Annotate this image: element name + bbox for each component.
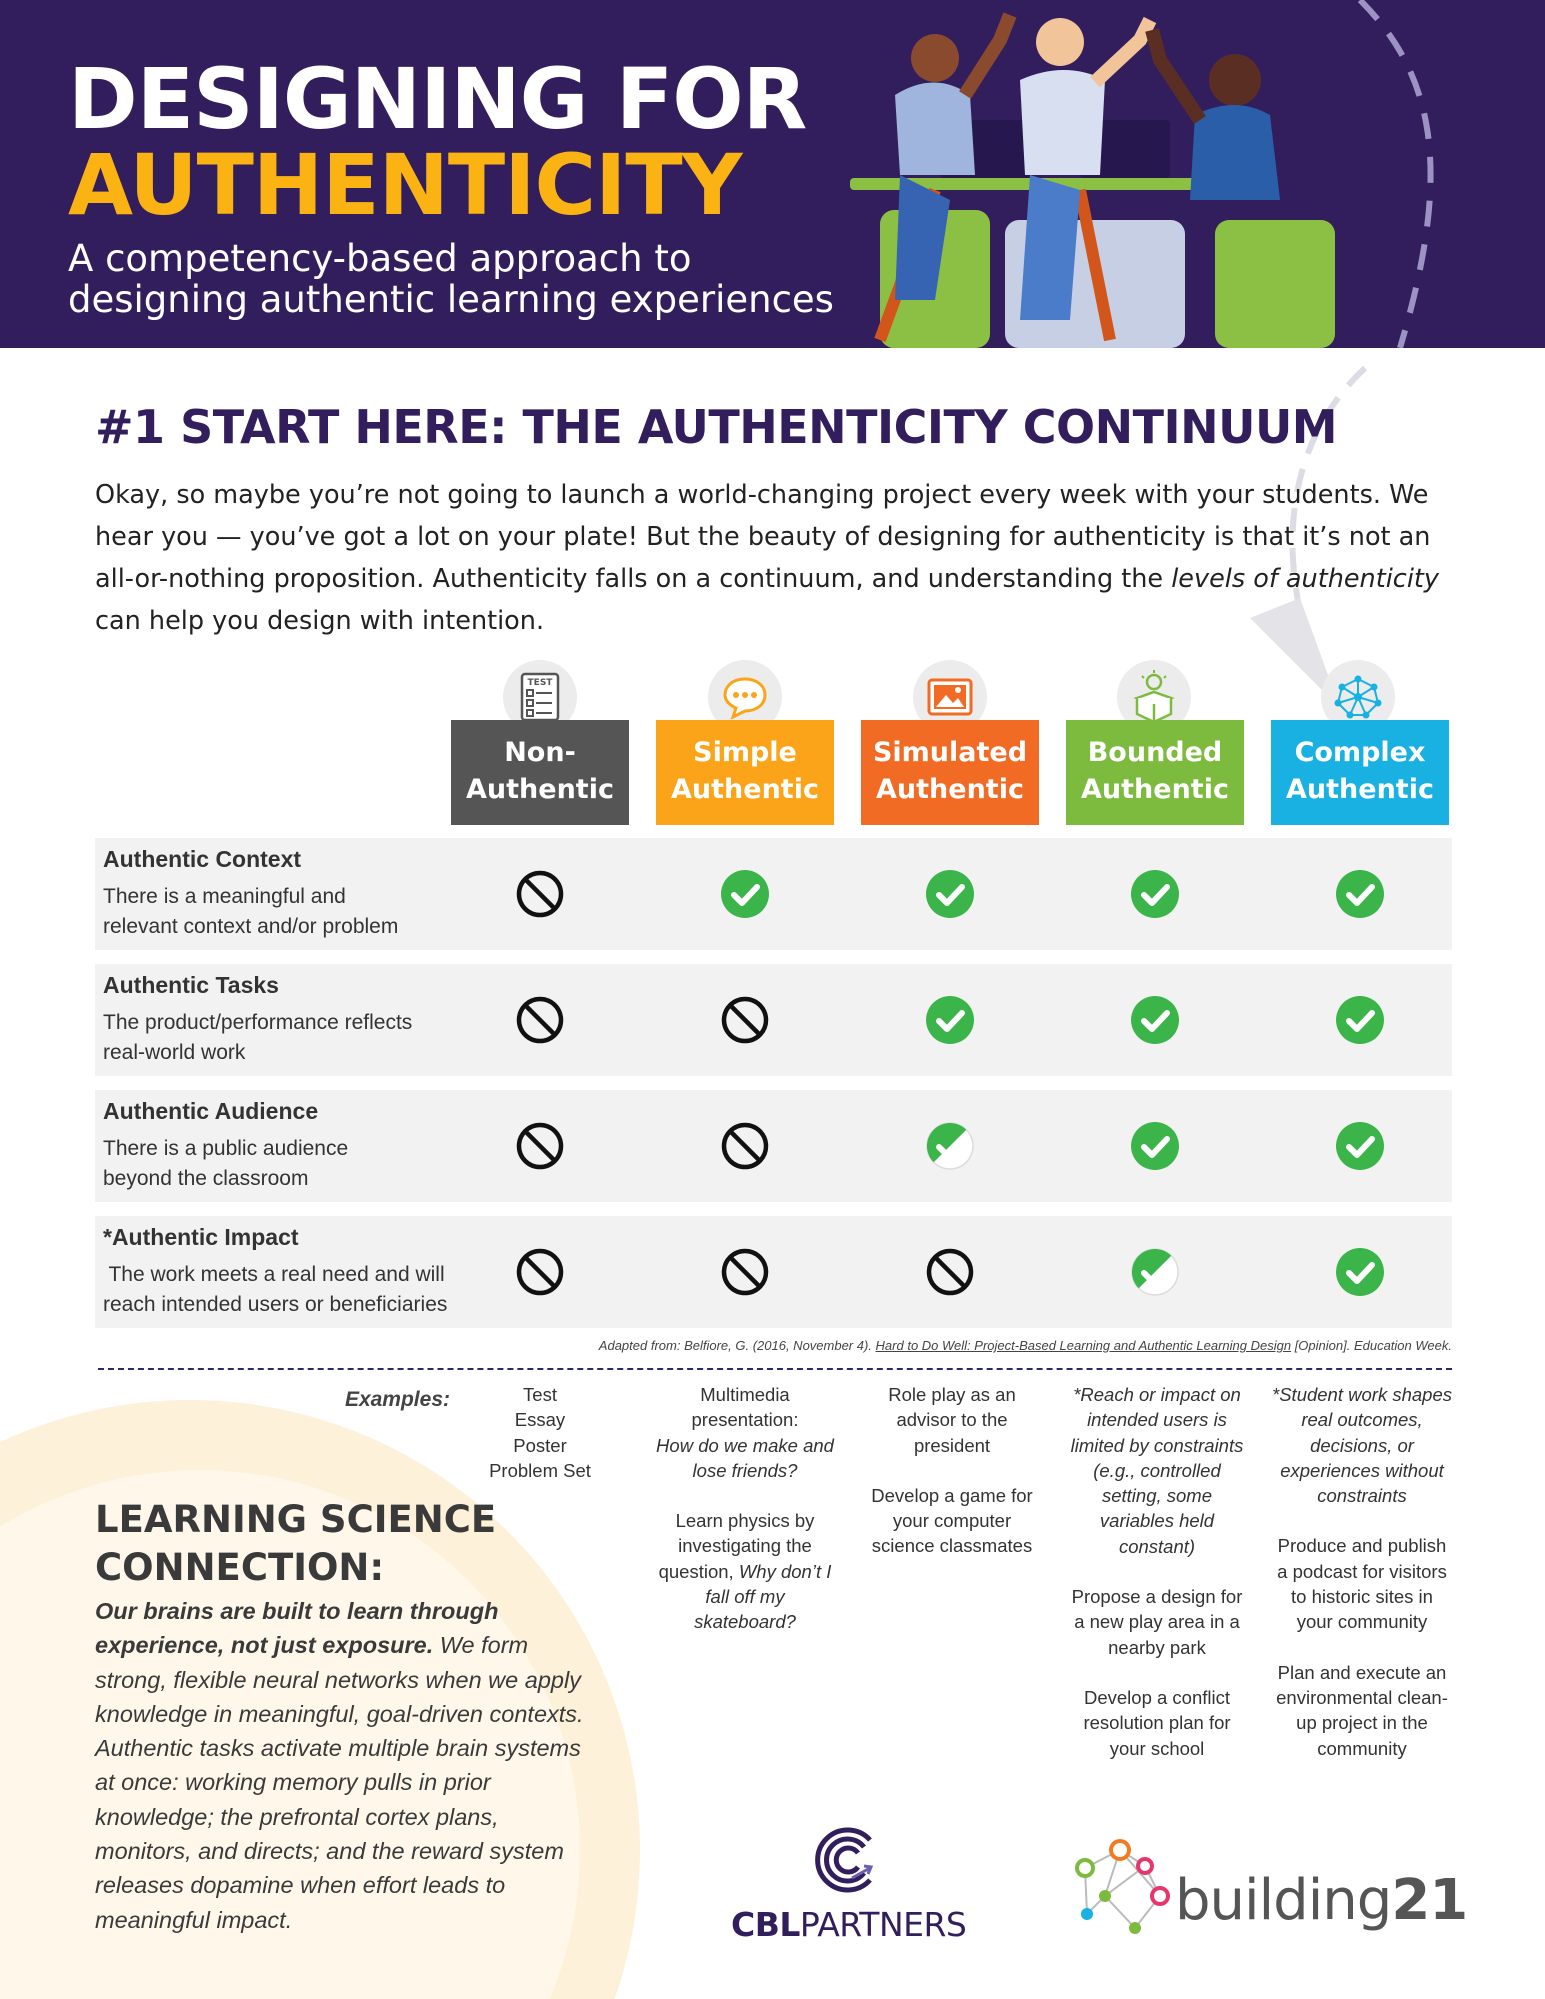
learning-science-title xyxy=(95,1496,496,1592)
cbl-bold: CBL xyxy=(731,1905,800,1944)
ls-lead: Our brains are built to learn through experience, not just exposure. xyxy=(95,1598,499,1659)
criteria-desc-line: The work meets a real need and will xyxy=(103,1263,445,1286)
partial-check-icon xyxy=(1130,1247,1180,1297)
example-item xyxy=(655,1508,835,1634)
title-line-2: AUTHENTICITY xyxy=(68,136,742,234)
subtitle xyxy=(68,238,834,320)
criteria-desc-line: reach intended users or beneficiaries xyxy=(103,1293,448,1316)
check-circle-icon xyxy=(1130,995,1180,1045)
no-symbol-icon xyxy=(720,1121,770,1171)
citation-link[interactable]: Hard to Do Well: Project-Based Learning and Authentic Learning Design xyxy=(875,1338,1292,1353)
no-symbol-icon xyxy=(515,995,565,1045)
criteria-description xyxy=(103,1134,483,1194)
b21-number: 21 xyxy=(1391,1868,1468,1933)
example-item: Develop a game for your computer science classmates xyxy=(871,1484,1033,1557)
criteria-row-audience xyxy=(95,1090,1452,1202)
header-banner xyxy=(0,0,1545,348)
criteria-description xyxy=(103,882,483,942)
level-label: Non- xyxy=(504,737,576,768)
building21-logo-mark xyxy=(1065,1836,1185,1936)
level-label: Complex xyxy=(1294,737,1426,768)
citation-prefix: Adapted from: Belfiore, G. (2016, November 4). xyxy=(598,1338,876,1353)
level-simple-authentic xyxy=(656,720,834,825)
cbl-rest: PARTNERS xyxy=(799,1905,967,1944)
example-item: Problem Set xyxy=(489,1459,591,1481)
intro-emphasis: levels of authenticity xyxy=(1171,564,1439,594)
example-item: Essay xyxy=(514,1409,566,1431)
level-label: Authentic xyxy=(1081,774,1229,805)
check-circle-icon xyxy=(1335,1247,1385,1297)
criteria-title: Authentic Tasks xyxy=(103,972,279,998)
level-label: Authentic xyxy=(466,774,614,805)
examples-label: Examples: xyxy=(344,1388,450,1411)
ls-title-line: LEARNING SCIENCE xyxy=(95,1498,497,1541)
citation-suffix: [Opinion]. Education Week. xyxy=(1291,1338,1452,1353)
level-bounded-authentic xyxy=(1066,720,1244,825)
ls-body-text: We form strong, flexible neural networks when we apply knowledge in meaningful, goal-driven contexts. Authentic tasks activate multiple brain systems at once: working memory pulls in prior knowledge; the prefrontal cortex plans, monitors, and directs; and the reward system releases dopamine when effort leads to meaningful impact. xyxy=(95,1632,584,1933)
criteria-desc-line: real-world work xyxy=(103,1041,246,1064)
example-item: Role play as an advisor to the president xyxy=(888,1384,1016,1456)
level-label: Authentic xyxy=(671,774,819,805)
no-symbol-icon xyxy=(720,995,770,1045)
cbl-partners-logo-mark xyxy=(808,1820,888,1900)
example-item xyxy=(655,1382,835,1483)
example-item: Produce and publish a podcast for visitors to historic sites in your community xyxy=(1277,1535,1447,1633)
no-symbol-icon xyxy=(515,1247,565,1297)
level-label: Simulated xyxy=(872,737,1028,768)
example-item: Plan and execute an environmental clean-up project in the community xyxy=(1276,1661,1448,1759)
check-circle-icon xyxy=(1335,995,1385,1045)
example-item: Propose a design for a new play area in a nearby park xyxy=(1071,1586,1243,1658)
example-text: Learn physics by investigating the question, xyxy=(658,1510,815,1582)
intro-text-end: can help you design with intention. xyxy=(95,606,545,636)
criteria-row-context xyxy=(95,838,1452,950)
check-circle-icon xyxy=(1335,1121,1385,1171)
check-circle-icon xyxy=(1130,869,1180,919)
check-circle-icon xyxy=(720,869,770,919)
cbl-partners-logo-text xyxy=(731,1905,966,1944)
check-circle-icon xyxy=(925,869,975,919)
no-symbol-icon xyxy=(515,1121,565,1171)
check-circle-icon xyxy=(1335,869,1385,919)
no-symbol-icon xyxy=(515,869,565,919)
dashed-divider xyxy=(98,1368,1452,1370)
example-item: Develop a conflict resolution plan for your school xyxy=(1083,1686,1231,1759)
level-label: Authentic xyxy=(1286,774,1434,805)
subtitle-line-1: A competency-based approach to xyxy=(68,237,692,280)
subtitle-line-2: designing authentic learning experiences xyxy=(68,278,834,321)
criteria-row-impact xyxy=(95,1216,1452,1328)
criteria-description xyxy=(103,1260,483,1320)
check-circle-icon xyxy=(1130,1121,1180,1171)
no-symbol-icon xyxy=(925,1247,975,1297)
example-item: Poster xyxy=(513,1434,567,1456)
no-symbol-icon xyxy=(720,1247,770,1297)
example-note: *Student work shapes real outcomes, decisions, or experiences without constraints xyxy=(1272,1384,1452,1507)
example-note: *Reach or impact on intended users is limited by constraints (e.g., controlled setting, some variables held constant) xyxy=(1070,1384,1244,1557)
check-circle-icon xyxy=(925,995,975,1045)
partial-check-icon xyxy=(925,1121,975,1171)
criteria-description xyxy=(103,1008,483,1068)
examples-simulated xyxy=(862,1382,1042,1584)
ls-title-line: CONNECTION: xyxy=(95,1546,385,1589)
level-label: Simple xyxy=(693,737,797,768)
criteria-desc-line: relevant context and/or problem xyxy=(103,915,399,938)
example-question: How do we make and lose friends? xyxy=(656,1434,834,1481)
criteria-row-tasks xyxy=(95,964,1452,1076)
title-line-1: DESIGNING FOR xyxy=(68,50,807,148)
level-label: Bounded xyxy=(1087,737,1223,768)
examples-simple xyxy=(655,1382,835,1660)
intro-text: Okay, so maybe you’re not going to launch a world-changing project every week with your students. We hear you — you’ve got a lot on your plate! But the beauty of designing for authenticity is that it’s not an all-or-nothing proposition. Authenticity falls on a continuum, and understanding the xyxy=(95,480,1431,594)
criteria-title: Authentic Context xyxy=(103,846,302,872)
criteria-title: *Authentic Impact xyxy=(103,1224,299,1250)
b21-word: building xyxy=(1175,1868,1392,1933)
test-icon-label: TEST xyxy=(527,678,553,688)
criteria-desc-line: There is a meaningful and xyxy=(103,885,346,908)
criteria-desc-line: beyond the classroom xyxy=(103,1167,309,1190)
criteria-desc-line: There is a public audience xyxy=(103,1137,349,1160)
section-title: #1 START HERE: THE AUTHENTICITY CONTINUUM xyxy=(95,400,1338,454)
example-question: Why don’t I fall off my skateboard? xyxy=(694,1560,832,1633)
level-non-authentic xyxy=(451,720,629,825)
example-text: Multimedia presentation: xyxy=(691,1384,799,1431)
learning-science-body xyxy=(95,1594,585,1937)
examples-non-authentic xyxy=(450,1382,630,1483)
example-item: Test xyxy=(523,1384,557,1405)
citation xyxy=(599,1338,1452,1353)
level-simulated-authentic xyxy=(861,720,1039,825)
building21-logo-text xyxy=(1175,1868,1467,1933)
criteria-desc-line: The product/performance reflects xyxy=(103,1011,413,1034)
examples-complex xyxy=(1272,1382,1452,1786)
level-label: Authentic xyxy=(876,774,1024,805)
criteria-title: Authentic Audience xyxy=(103,1098,319,1124)
high-five-illustration xyxy=(840,0,1545,348)
examples-bounded xyxy=(1067,1382,1247,1786)
intro-paragraph xyxy=(95,474,1455,642)
level-complex-authentic xyxy=(1271,720,1449,825)
